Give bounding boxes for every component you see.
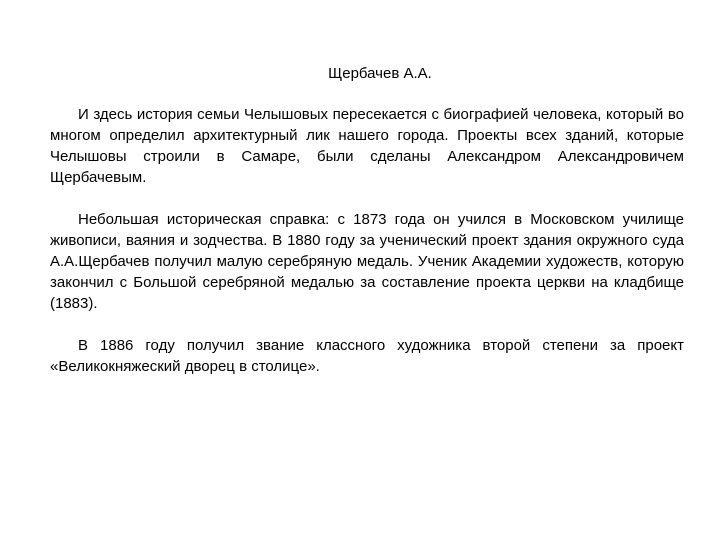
- page-title: Щербачев А.А.: [328, 65, 432, 82]
- paragraph-historical-note: Небольшая историческая справка: с 1873 года он учился в Московском училище живописи, ваяния и зодчества. В 1880 году за ученический проект здания окружного суда А.А.Щербачев получил малую серебряную медаль. Ученик Академии художеств, которую закончил с Большой серебряной медалью за составление проекта церкви на кладбище (1883).: [50, 211, 684, 312]
- paragraph-family-history: И здесь история семьи Челышовых пересекается с биографией человека, который во многом определил архитектурный лик нашего города. Проекты всех зданий, которые Челышовы строили в Самаре, были сделаны Александром Александровичем Щербачевым.: [50, 106, 684, 186]
- paragraph-artist-title: В 1886 году получил звание классного художника второй степени за проект «Великокняжеский дворец в столице».: [50, 337, 684, 375]
- body-text: [50, 104, 684, 398]
